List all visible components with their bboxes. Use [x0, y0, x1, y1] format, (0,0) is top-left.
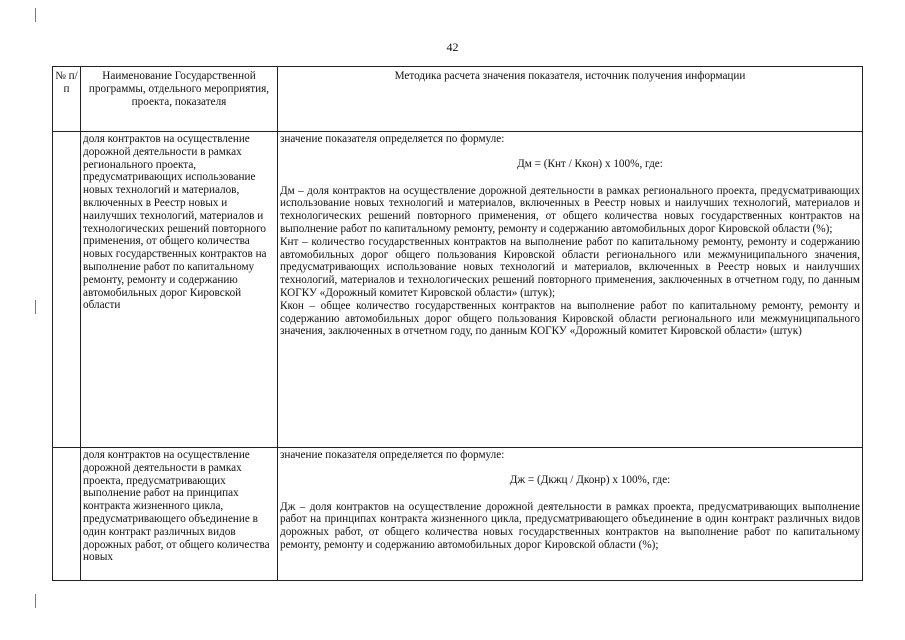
page-number: 42	[446, 40, 459, 54]
formula-intro: значение показателя определяется по формуле:	[280, 449, 505, 461]
scan-mark-top	[35, 8, 36, 22]
row-num-cell	[53, 132, 81, 448]
definition-kkon: Ккон – общее количество государственных контрактов на выполнение работ по капитальному ремонту, ремонту и содержанию автомобильных дорог общего пользования Кировской области регионального или межмуниципального значения, заключенных в отчетном году, по данным КОГКУ «Дорожный комитет Кировской области» (штук)	[280, 299, 860, 338]
row-num-cell	[53, 448, 81, 581]
method-cell	[278, 132, 863, 448]
scan-mark-middle	[35, 300, 36, 314]
header-name: Наименование Государственной программы, отдельного мероприятия, проекта, показателя	[81, 67, 278, 132]
definition-dzh: Дж – доля контрактов на осуществление дорожной деятельности в рамках проекта, предусматривающих выполнение работ на принципах контракта жизненного цикла, предусматривающего объединение в один контракт различных видов дорожных работ, от общего количества новых государственных контрактов на выполнение работ по капитальному ремонту, ремонту и содержанию автомобильных дорог Кировской области (%);	[280, 500, 860, 551]
scan-mark-bottom	[35, 594, 36, 608]
formula: Дм = (Кнт / Ккон) х 100%, где:	[517, 157, 663, 170]
indicator-table	[52, 66, 863, 581]
formula-intro: значение показателя определяется по формуле:	[280, 133, 505, 145]
indicator-name-cell: доля контрактов на осуществление дорожной деятельности в рамках проекта, предусматривающих выполнение работ на принципах контракта жизненного цикла, предусматривающего объединение в один контракт различных видов дорожных работ, от общего количества новых	[81, 448, 278, 581]
header-method: Методика расчета значения показателя, источник получения информации	[278, 67, 863, 132]
indicator-name-cell: доля контрактов на осуществление дорожной деятельности в рамках регионального проекта, предусматривающих использование новых технологий и материалов, включенных в Реестр новых и наилучших технологий, материалов и технологических решений повторного применения, от общего количества новых государственных контрактов на выполнение работ по капитальному ремонту, ремонту и содержанию автомобильных дорог Кировской области	[81, 132, 278, 448]
header-num: № п/п	[53, 67, 81, 132]
definition-dm: Дм – доля контрактов на осуществление дорожной деятельности в рамках регионального проекта, предусматривающих использование новых технологий и материалов, включенных в Реестр новых и наилучших технологий, материалов и технологических решений повторного применения, от общего количества новых государственных контрактов на выполнение работ по капитальному ремонту, ремонту и содержанию автомобильных дорог Кировской области (%);	[280, 184, 860, 235]
method-cell	[278, 448, 863, 581]
table-row	[53, 448, 863, 581]
definition-knt: Кнт – количество государственных контрактов на выполнение работ по капитальному ремонту, ремонту и содержанию автомобильных дорог общего пользования Кировской области регионального или межмуниципального значения, предусматривающих использование новых технологий и материалов, включенных в Реестр новых и наилучших технологий, материалов и технологических решений повторного применения, заключенных в отчетном году, по данным КОГКУ «Дорожный комитет Кировской области» (штук);	[280, 235, 860, 299]
table-header-row	[53, 67, 863, 132]
formula: Дж = (Дкжц / Дконр) х 100%, где:	[509, 473, 671, 486]
table-row	[53, 132, 863, 448]
